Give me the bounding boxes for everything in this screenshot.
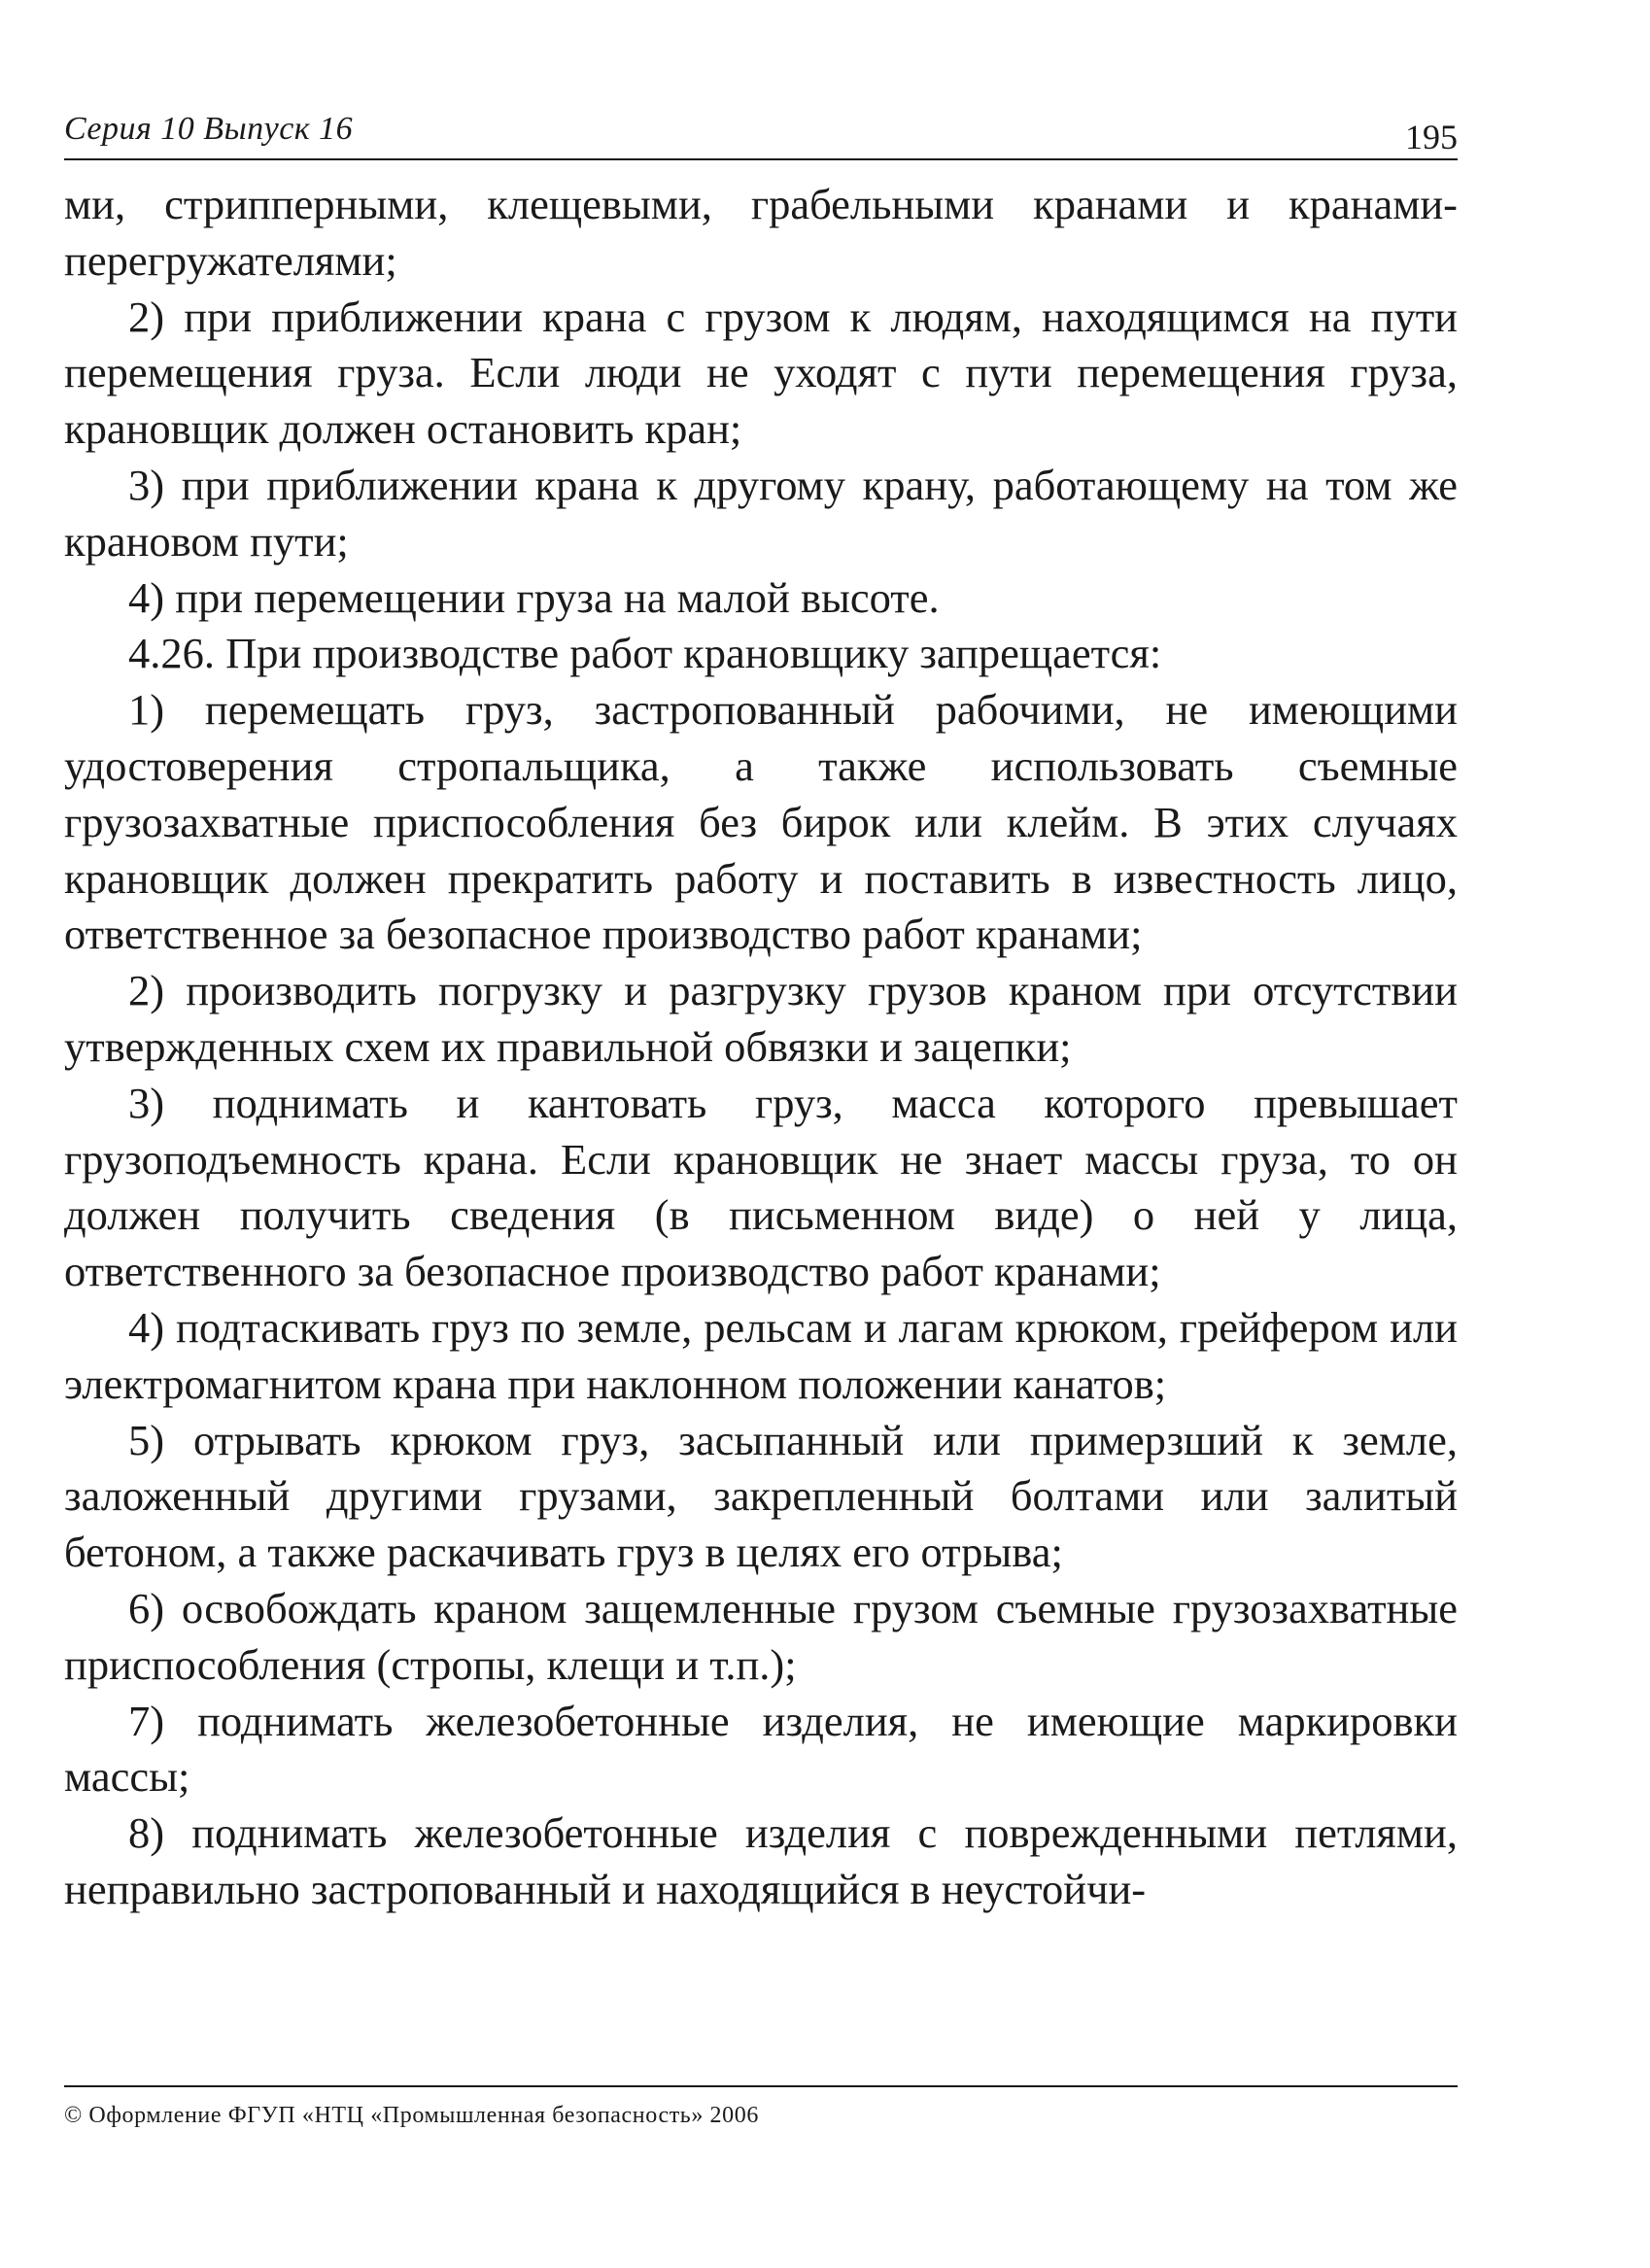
paragraph-prohibition-8: 8) поднимать железобетонные изделия с поврежденными петлями, неправильно застропованный и находящийся в неустойчи- (64, 1808, 1458, 1913)
running-header (64, 105, 1458, 163)
paragraph-item-3: 3) при приближении крана к другому крану, работающему на том же крановом пути; (64, 460, 1458, 566)
paragraph-prohibition-7: 7) поднимать железобетонные изделия, не имеющие маркировки массы; (64, 1696, 1458, 1802)
paragraph-item-4: 4) при перемещении груза на малой высоте. (128, 572, 940, 622)
footer-rule (64, 2085, 1458, 2087)
paragraph-prohibition-6: 6) освобождать краном защемленные грузом съемные грузозахватные приспособления (стропы, клещи и т.п.); (64, 1583, 1458, 1689)
body-text (64, 177, 1458, 1918)
paragraph-item-2: 2) при приближении крана с грузом к людям, находящимся на пути перемещения груза. Если люди не уходят с пути перемещения груза, крановщик должен остановить кран; (64, 292, 1458, 454)
header-rule (64, 158, 1458, 160)
paragraph-prohibition-1: 1) перемещать груз, застропованный рабочими, не имеющими удостоверения стропальщика, а также использовать съемные грузозахватные приспособления без бирок или клейм. В этих случаях крановщик должен прекратить работу и поставить в известность лицо, ответственное за безопасное производство работ кранами; (64, 685, 1458, 959)
paragraph-continuation: ми, стрипперными, клещевыми, грабельными кранами и кранами-перегружателями; (64, 180, 1458, 285)
paragraph-prohibition-3: 3) поднимать и кантовать груз, масса которого превышает грузоподъемность крана. Если крановщик не знает массы груза, то он должен получить сведения (в письменном виде) о ней у лица, ответственного за безопасное производство работ кранами; (64, 1078, 1458, 1296)
page-number: 195 (1405, 118, 1458, 156)
paragraph-prohibition-4: 4) подтаскивать груз по земле, рельсам и лагам крюком, грейфером или электромагнитом крана при наклонном положении канатов; (64, 1302, 1458, 1408)
paragraph-prohibition-5: 5) отрывать крюком груз, засыпанный или примерзший к земле, заложенный другими грузами, закрепленный болтами или залитый бетоном, а также раскачивать груз в целях его отрыва; (64, 1415, 1458, 1577)
series-label: Серия 10 Выпуск 16 (64, 111, 354, 147)
footer-copyright: © Оформление ФГУП «НТЦ «Промышленная безопасность» 2006 (64, 2103, 759, 2128)
paragraph-section-4-26: 4.26. При производстве работ крановщику запрещается: (128, 629, 1162, 678)
paragraph-prohibition-2: 2) производить погрузку и разгрузку грузов краном при отсутствии утвержденных схем их правильной обвязки и зацепки; (64, 966, 1458, 1071)
